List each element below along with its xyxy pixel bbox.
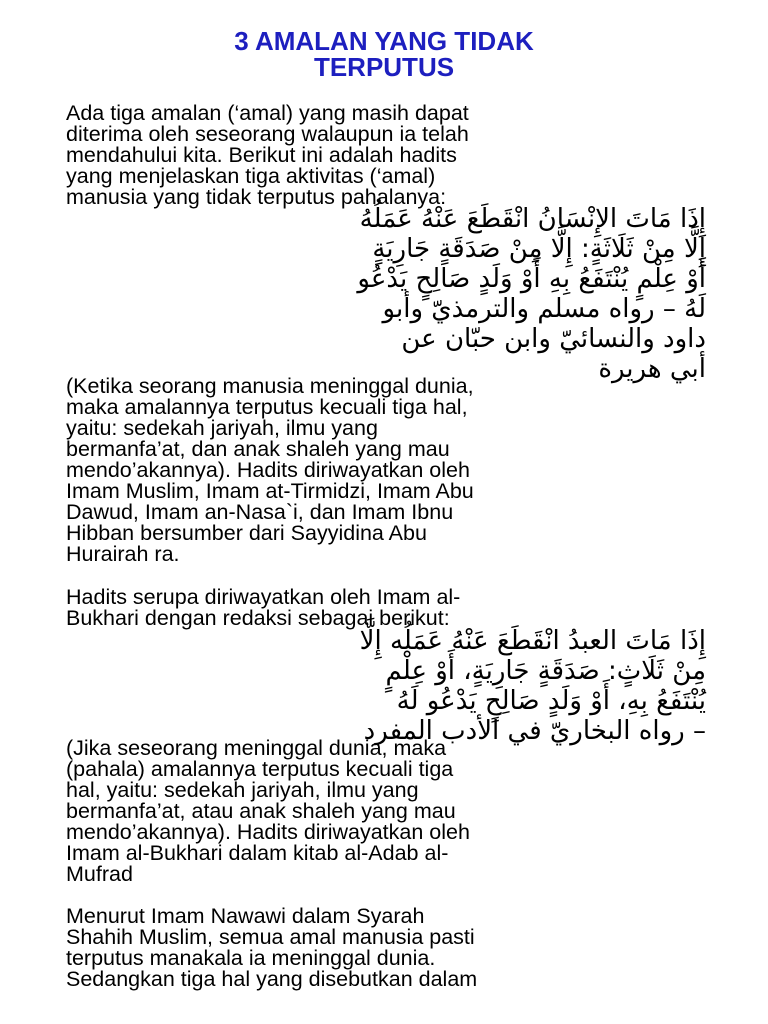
text-line: yaitu: sedekah jariyah, ilmu yang [66,416,378,440]
text-line: terputus manakala ia meninggal dunia. [66,946,436,970]
text-line: Bukhari dengan redaksi sebagai berikut: [66,606,450,630]
arabic-line: إِلَّا مِنْ ثَلَاثَةٍ: إِلَّا مِنْ صَدَقَةٍ جَارِيَةٍ [372,234,706,264]
hadith-arabic-bukhari [46,626,706,746]
page-title [0,28,768,80]
arabic-line: داود والنسائيّ وابن حبّان عن [401,324,706,354]
arabic-line: لَهُ – رواه مسلم والترمذيّ وأبو [382,294,706,324]
closing-paragraph [66,906,716,990]
text-line: bermanfa’at, atau anak shaleh yang mau [66,799,456,823]
text-line: maka amalannya terputus kecuali tiga hal, [66,395,468,419]
text-line: hal, yaitu: sedekah jariyah, ilmu yang [66,778,419,802]
text-line: Sedangkan tiga hal yang disebutkan dalam [66,967,478,991]
text-line: Hurairah ra. [66,542,180,566]
page-title-line: TERPUTUS [313,52,455,82]
text-line: Imam al-Bukhari dalam kitab al-Adab al- [66,841,449,865]
hadith-bukhari-intro [66,587,716,629]
text-line: yang menjelaskan tiga aktivitas (‘amal) [66,164,436,188]
arabic-line: إِذَا مَاتَ العبدُ انْقَطَعَ عَنْهُ عَمَلُه إِلَّا [359,626,706,656]
text-line: mendahului kita. Berikut ini adalah hadits [66,143,457,167]
text-line: Imam Muslim, Imam at-Tirmidzi, Imam Abu [66,479,474,503]
text-line: mendo’akannya). Hadits diriwayatkan oleh [66,458,470,482]
translation-paragraph-muslim [66,376,716,565]
translation-paragraph-bukhari [66,738,716,885]
text-line: Hadits serupa diriwayatkan oleh Imam al- [66,585,461,609]
text-line: (Jika seseorang meninggal dunia, maka [66,736,447,760]
arabic-line: أَوْ عِلْمٍ يُنْتَفَعُ بِهِ أَوْ وَلَدٍ صَالِحٍ يَدْعُو [357,264,706,294]
text-line: bermanfa’at, dan anak shaleh yang mau [66,437,450,461]
text-line: Ada tiga amalan (‘amal) yang masih dapat [66,101,469,125]
intro-paragraph [66,103,716,208]
text-line: (pahala) amalannya terputus kecuali tiga [66,757,454,781]
text-line: manusia yang tidak terputus pahalanya: [66,185,447,209]
arabic-line: – رواه البخاريّ في الأدب المفرد [363,716,706,746]
arabic-line: إِذَا مَاتَ الإِنْسَانُ انْقَطَعَ عَنْهُ عَمَلُهُ [359,204,706,234]
arabic-line: أبي هريرة [598,354,706,384]
text-line: Shahih Muslim, semua amal manusia pasti [66,925,475,949]
text-line: Dawud, Imam an-Nasa`i, dan Imam Ibnu [66,500,454,524]
text-line: Mufrad [66,862,133,886]
text-line: (Ketika seorang manusia meninggal dunia, [66,374,474,398]
page-title-line: 3 AMALAN YANG TIDAK [234,26,534,56]
text-line: Menurut Imam Nawawi dalam Syarah [66,904,425,928]
hadith-arabic-muslim [46,204,706,384]
text-line: Hibban bersumber dari Sayyidina Abu [66,521,427,545]
text-line: diterima oleh seseorang walaupun ia telah [66,122,469,146]
text-line: mendo’akannya). Hadits diriwayatkan oleh [66,820,470,844]
arabic-line: يُنْتَفَعُ بِهِ، أَوْ وَلَدٍ صَالِحٍ يَدْعُو لَهُ [396,686,706,716]
arabic-line: مِنْ ثَلَاثٍ: صَدَقَةٍ جَارِيَةٍ، أَوْ عِلْمٍ [385,656,706,686]
